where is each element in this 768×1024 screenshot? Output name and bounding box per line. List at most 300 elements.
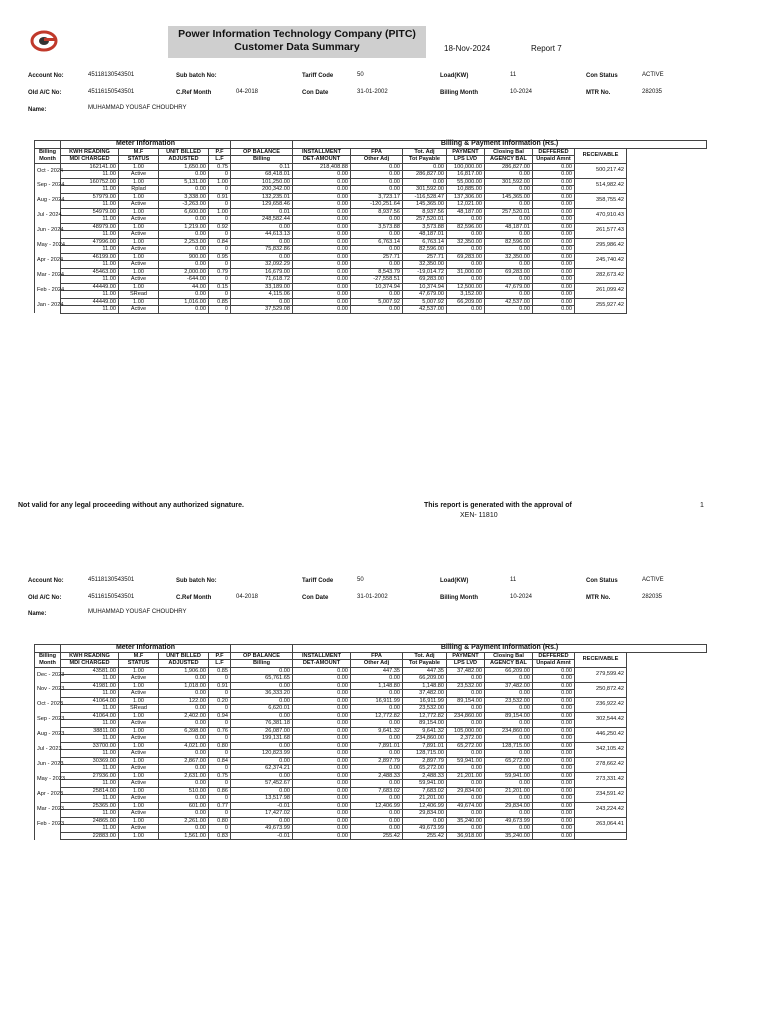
tot-payable-header: Tot Payable [403, 660, 447, 668]
lf-cell: 0 [209, 261, 231, 269]
tot-adj-cell: 12,772.82 [403, 712, 447, 720]
payment-cell: 31,000.00 [447, 268, 485, 276]
mf-cell: 1.00 [119, 757, 159, 765]
report-date: 18-Nov-2024 [444, 44, 491, 53]
deffered-cell: 0.00 [533, 667, 575, 675]
billing-cell: 129,658.46 [231, 201, 293, 209]
tariff-label: Tariff Code [302, 578, 334, 584]
tot-payable-cell: 234,860.00 [403, 735, 447, 743]
agency-bal-cell: 0.00 [485, 675, 533, 683]
mf-cell: 1.00 [119, 238, 159, 246]
unpaid-amnt-cell: 0.00 [533, 291, 575, 299]
unit-billed-cell: 1,219.00 [159, 223, 209, 231]
deffered-header: DEFFERED [533, 148, 575, 156]
op-balance-cell: 0.00 [231, 757, 293, 765]
tariff-value: 50 [357, 72, 364, 78]
mdi-charged-cell: 11.00 [61, 306, 119, 314]
load-value: 11 [510, 577, 517, 583]
cref-value: 04-2018 [236, 89, 259, 95]
billing-month-cell: Feb - 2023 [35, 817, 61, 832]
payment-cell: 49,674.00 [447, 802, 485, 810]
company-name: Power Information Technology Company (PITC) [178, 28, 416, 40]
tot-payable-cell: 128,715.00 [403, 750, 447, 758]
billing-month-cell [35, 832, 61, 840]
det-amount-cell: 0.00 [293, 231, 351, 239]
billing-cell: 76,381.18 [231, 720, 293, 728]
pf-cell: 0.84 [209, 757, 231, 765]
receivable-cell: 295,986.42 [575, 238, 627, 253]
closing-bal-cell: 23,532.00 [485, 697, 533, 705]
billing-month-cell: Jan - 2024 [35, 298, 61, 313]
billing-header: Billing [231, 660, 293, 668]
deffered-cell: 0.00 [533, 208, 575, 216]
installment-cell: 0.00 [293, 772, 351, 780]
unpaid-amnt-cell: 0.00 [533, 231, 575, 239]
installment-cell: 0.00 [293, 178, 351, 186]
billing-cell: 13,517.98 [231, 795, 293, 803]
mdi-charged-cell: 11.00 [61, 765, 119, 773]
installment-cell: 0.00 [293, 268, 351, 276]
receivable-cell: 245,740.42 [575, 253, 627, 268]
status-cell: Active [119, 171, 159, 179]
header-blank [231, 141, 293, 149]
billing-header: Billing [231, 156, 293, 164]
billing-month-cell: Apr - 2023 [35, 787, 61, 802]
unit-billed-cell: 1,016.00 [159, 298, 209, 306]
mf-cell: 1.00 [119, 772, 159, 780]
tot-payable-cell: 42,537.00 [403, 306, 447, 314]
det-amount-cell: 0.00 [293, 276, 351, 284]
op-balance-cell: 101,250.00 [231, 178, 293, 186]
pf-cell: 0.85 [209, 298, 231, 306]
mf-cell: 1.00 [119, 208, 159, 216]
det-amount-cell: 0.00 [293, 261, 351, 269]
page-number: 1 [700, 502, 704, 509]
installment-cell: 0.00 [293, 832, 351, 840]
agency-bal-cell: 0.00 [485, 825, 533, 833]
pf-cell: 0.80 [209, 817, 231, 825]
pf-cell: 0.20 [209, 697, 231, 705]
status-cell: Active [119, 765, 159, 773]
billing-month-value: 10-2024 [510, 89, 533, 95]
closing-bal-cell: 286,827.00 [485, 163, 533, 171]
lps-lvd-cell: 0.00 [447, 675, 485, 683]
payment-cell: 89,154.00 [447, 697, 485, 705]
lf-cell: 0 [209, 780, 231, 788]
table-row [35, 238, 707, 246]
det-amount-cell: 0.00 [293, 201, 351, 209]
lps-lvd-header: LPS LVD [447, 660, 485, 668]
closing-bal-cell: 257,520.01 [485, 208, 533, 216]
installment-cell: 0.00 [293, 298, 351, 306]
payment-cell: 105,000.00 [447, 727, 485, 735]
unpaid-amnt-cell: 0.00 [533, 276, 575, 284]
other-adj-cell: 0.00 [351, 705, 403, 713]
agency-bal-cell: 0.00 [485, 705, 533, 713]
table-header-row [35, 141, 707, 149]
unit-billed-cell: 900.00 [159, 253, 209, 261]
mdi-charged-header: MDI CHARGED [61, 660, 119, 668]
adjusted-cell: 0.00 [159, 216, 209, 224]
unpaid-amnt-cell: 0.00 [533, 780, 575, 788]
report-number: Report 7 [531, 44, 562, 53]
agency-bal-cell: 0.00 [485, 201, 533, 209]
deffered-cell: 0.00 [533, 283, 575, 291]
det-amount-cell: 0.00 [293, 795, 351, 803]
table-row [35, 298, 707, 306]
det-amount-cell: 0.00 [293, 825, 351, 833]
lf-cell: 0 [209, 291, 231, 299]
mf-header: M.F [119, 652, 159, 660]
lps-lvd-cell: 0.00 [447, 720, 485, 728]
op-balance-cell: 0.00 [231, 682, 293, 690]
op-balance-cell: -0.01 [231, 832, 293, 840]
receivable-cell: 470,910.43 [575, 208, 627, 223]
fpa-header: FPA [351, 148, 403, 156]
installment-cell: 0.00 [293, 697, 351, 705]
tot-adj-cell: 0.00 [403, 178, 447, 186]
kwh-reading-cell: 54979.00 [61, 208, 119, 216]
status-cell: Rplad [119, 186, 159, 194]
billing-cell: 36,333.20 [231, 690, 293, 698]
tot-payable-cell: 286,827.00 [403, 171, 447, 179]
mf-cell: 1.00 [119, 223, 159, 231]
billing-cell: 75,832.86 [231, 246, 293, 254]
status-cell: Active [119, 720, 159, 728]
payment-cell: 234,860.00 [447, 712, 485, 720]
other-adj-cell: 0.00 [351, 171, 403, 179]
tot-adj-header: Tot. Adj [403, 148, 447, 156]
con-status-value: ACTIVE [642, 72, 664, 78]
pf-header: P.F [209, 148, 231, 156]
receivable-cell: 243,224.42 [575, 802, 627, 817]
closing-bal-cell: 37,482.00 [485, 682, 533, 690]
status-header: STATUS [119, 660, 159, 668]
op-balance-cell: 0.00 [231, 253, 293, 261]
op-balance-cell: 0.00 [231, 697, 293, 705]
tariff-label: Tariff Code [302, 73, 334, 79]
kwh-reading-cell: 44449.00 [61, 283, 119, 291]
unpaid-amnt-cell: 0.00 [533, 201, 575, 209]
pf-cell: 0.76 [209, 727, 231, 735]
table-row [35, 223, 707, 231]
adjusted-cell: 0.00 [159, 825, 209, 833]
lps-lvd-cell: 12,021.00 [447, 201, 485, 209]
agency-bal-cell: 0.00 [485, 261, 533, 269]
billing-month-cell: May - 2023 [35, 772, 61, 787]
kwh-reading-cell: 38811.00 [61, 727, 119, 735]
adjusted-cell: 0.00 [159, 231, 209, 239]
tot-adj-cell: 1,148.80 [403, 682, 447, 690]
table-row [35, 193, 707, 201]
receivable-cell: 342,105.42 [575, 742, 627, 757]
unpaid-amnt-cell: 0.00 [533, 810, 575, 818]
det-amount-cell: 0.00 [293, 720, 351, 728]
unpaid-amnt-cell: 0.00 [533, 261, 575, 269]
adjusted-cell: -3,263.00 [159, 201, 209, 209]
deffered-cell: 0.00 [533, 223, 575, 231]
closing-bal-cell: 69,283.00 [485, 268, 533, 276]
mdi-charged-cell: 11.00 [61, 276, 119, 284]
billing-month-cell: Aug - 2024 [35, 193, 61, 208]
payment-cell: 55,000.00 [447, 178, 485, 186]
billing-month-cell: Sep - 2023 [35, 712, 61, 727]
table-header-row [35, 148, 707, 156]
det-amount-header: DET-AMOUNT [293, 660, 351, 668]
installment-cell: 0.00 [293, 727, 351, 735]
payment-cell: 37,482.00 [447, 667, 485, 675]
tot-adj-cell: 12,406.99 [403, 802, 447, 810]
receivable-cell: 261,577.43 [575, 223, 627, 238]
payment-cell: 137,306.00 [447, 193, 485, 201]
fpa-cell: 0.00 [351, 817, 403, 825]
deffered-cell: 0.00 [533, 727, 575, 735]
fpa-cell: 10,374.94 [351, 283, 403, 291]
other-adj-cell: 0.00 [351, 690, 403, 698]
tot-payable-cell: 21,201.00 [403, 795, 447, 803]
deffered-cell: 0.00 [533, 742, 575, 750]
closing-bal-cell: 145,365.00 [485, 193, 533, 201]
op-balance-cell: 0.11 [231, 163, 293, 171]
tot-payable-cell: 47,679.00 [403, 291, 447, 299]
unit-billed-cell: 5,131.00 [159, 178, 209, 186]
mdi-charged-cell: 11.00 [61, 261, 119, 269]
table-row [35, 208, 707, 216]
con-status-value: ACTIVE [642, 577, 664, 583]
payment-cell: 66,209.00 [447, 298, 485, 306]
receivable-cell: 500,217.42 [575, 163, 627, 178]
deffered-cell: 0.00 [533, 238, 575, 246]
closing-bal-cell: 301,592.00 [485, 178, 533, 186]
unit-billed-cell: 3,338.00 [159, 193, 209, 201]
kwh-reading-cell: 45463.00 [61, 268, 119, 276]
kwh-reading-header: KWH READING [61, 652, 119, 660]
pf-header: P.F [209, 652, 231, 660]
installment-header: INSTALLMENT [293, 652, 351, 660]
tot-payable-cell: 89,154.00 [403, 720, 447, 728]
kwh-reading-cell: 41064.00 [61, 712, 119, 720]
lps-lvd-cell: 0.00 [447, 705, 485, 713]
header-blank [231, 645, 293, 653]
billing-cell: 200,342.00 [231, 186, 293, 194]
mdi-charged-cell: 11.00 [61, 750, 119, 758]
lps-lvd-cell: 3,152.00 [447, 291, 485, 299]
other-adj-cell: 0.00 [351, 216, 403, 224]
lf-cell: 0 [209, 795, 231, 803]
status-cell: Active [119, 276, 159, 284]
agency-bal-cell: 0.00 [485, 690, 533, 698]
name-label: Name: [28, 107, 47, 113]
billing-month-label: Billing Month [440, 90, 478, 96]
agency-bal-cell: 0.00 [485, 765, 533, 773]
header-blank [35, 645, 61, 653]
receivable-cell [575, 832, 627, 840]
lf-cell: 0 [209, 810, 231, 818]
tot-payable-cell: 29,834.00 [403, 810, 447, 818]
mdi-charged-cell: 11.00 [61, 795, 119, 803]
receivable-cell: 446,250.42 [575, 727, 627, 742]
adjusted-cell: 0.00 [159, 705, 209, 713]
op-balance-cell: -0.01 [231, 802, 293, 810]
legal-note: Not valid for any legal proceeding without any authorized signature. [18, 502, 244, 509]
fpa-cell: 8,543.79 [351, 268, 403, 276]
agency-bal-cell: 0.00 [485, 780, 533, 788]
table-row [35, 787, 707, 795]
table-row [35, 832, 707, 840]
payment-cell: 100,000.00 [447, 163, 485, 171]
lps-lvd-header: LPS LVD [447, 156, 485, 164]
billing-cell: 6,620.01 [231, 705, 293, 713]
closing-bal-cell: 89,154.00 [485, 712, 533, 720]
pf-cell: 0.85 [209, 667, 231, 675]
tot-payable-cell: 145,365.00 [403, 201, 447, 209]
billing-month-cell: Mar - 2024 [35, 268, 61, 283]
op-balance-cell: 0.00 [231, 667, 293, 675]
table-row [35, 697, 707, 705]
lf-cell: 0 [209, 825, 231, 833]
billing-info-header: Billing & Payment Information (Rs.) [293, 645, 707, 653]
mdi-charged-cell: 11.00 [61, 720, 119, 728]
kwh-reading-cell: 57979.00 [61, 193, 119, 201]
mdi-charged-cell: 11.00 [61, 231, 119, 239]
lps-lvd-cell: 16,817.00 [447, 171, 485, 179]
billing-month-header: Billing Month [35, 148, 61, 163]
tariff-value: 50 [357, 577, 364, 583]
status-cell: Active [119, 216, 159, 224]
unit-billed-cell: 6,398.00 [159, 727, 209, 735]
mtr-label: MTR No. [586, 595, 611, 601]
load-label: Load(KW) [440, 73, 469, 79]
unit-billed-cell: 1,018.00 [159, 682, 209, 690]
other-adj-cell: 0.00 [351, 291, 403, 299]
billing-month-header: Billing Month [35, 652, 61, 667]
pf-cell: 0.15 [209, 283, 231, 291]
other-adj-cell: 0.00 [351, 810, 403, 818]
status-cell: Active [119, 675, 159, 683]
unit-billed-cell: 4,021.00 [159, 742, 209, 750]
tot-payable-cell: 301,592.00 [403, 186, 447, 194]
cref-label: C.Ref Month [176, 595, 212, 601]
deffered-cell: 0.00 [533, 757, 575, 765]
lf-cell: 0 [209, 735, 231, 743]
fpa-cell: 12,772.82 [351, 712, 403, 720]
cref-label: C.Ref Month [176, 90, 212, 96]
other-adj-cell: 0.00 [351, 246, 403, 254]
table-row [35, 802, 707, 810]
status-cell: Active [119, 825, 159, 833]
payment-cell: 59,941.00 [447, 757, 485, 765]
lf-cell: 0 [209, 201, 231, 209]
other-adj-header: Other Adj [351, 660, 403, 668]
table-row [35, 178, 707, 186]
mdi-charged-cell: 11.00 [61, 735, 119, 743]
deffered-cell: 0.00 [533, 268, 575, 276]
op-balance-cell: 0.00 [231, 298, 293, 306]
tot-payable-cell: 59,941.00 [403, 780, 447, 788]
adjusted-cell: 0.00 [159, 735, 209, 743]
op-balance-cell: 16,679.00 [231, 268, 293, 276]
other-adj-cell: 0.00 [351, 795, 403, 803]
lps-lvd-cell: 0.00 [447, 231, 485, 239]
receivable-cell: 279,599.42 [575, 667, 627, 682]
table-row [35, 727, 707, 735]
status-cell: Active [119, 246, 159, 254]
meter-info-header: Meter Information [61, 141, 231, 149]
unit-billed-cell: 601.00 [159, 802, 209, 810]
tot-payable-cell: 69,283.00 [403, 276, 447, 284]
closing-bal-cell: 82,596.00 [485, 238, 533, 246]
old-ac-label: Old A/C No: [28, 595, 62, 601]
table-row [35, 253, 707, 261]
mf-cell: 1.00 [119, 697, 159, 705]
fpa-cell: 0.00 [351, 163, 403, 171]
op-balance-cell: 0.00 [231, 787, 293, 795]
fpa-cell: 8,937.56 [351, 208, 403, 216]
adjusted-header: ADJUSTED [159, 156, 209, 164]
kwh-reading-cell: 30369.00 [61, 757, 119, 765]
op-balance-cell: 0.00 [231, 817, 293, 825]
status-cell: Active [119, 201, 159, 209]
receivable-cell: 261,099.42 [575, 283, 627, 298]
deffered-cell: 0.00 [533, 253, 575, 261]
sub-batch-label: Sub batch No: [176, 578, 217, 584]
con-date-label: Con Date [302, 595, 329, 601]
receivable-cell: 236,922.42 [575, 697, 627, 712]
pf-cell: 0.80 [209, 742, 231, 750]
agency-bal-cell: 0.00 [485, 276, 533, 284]
con-status-label: Con Status [586, 73, 618, 79]
unpaid-amnt-cell: 0.00 [533, 171, 575, 179]
tot-adj-cell: -19,014.72 [403, 268, 447, 276]
kwh-reading-cell: 43581.00 [61, 667, 119, 675]
unit-billed-cell: 2,261.00 [159, 817, 209, 825]
billing-month-cell: Jul - 2024 [35, 208, 61, 223]
billing-cell: 68,418.01 [231, 171, 293, 179]
billing-cell: 4,115.06 [231, 291, 293, 299]
payment-cell: 36,918.00 [447, 832, 485, 840]
closing-bal-cell: 66,209.00 [485, 667, 533, 675]
mdi-charged-cell: 11.00 [61, 705, 119, 713]
lps-lvd-cell: 0.00 [447, 765, 485, 773]
mtr-value: 282035 [642, 594, 663, 600]
receivable-cell: 263,064.41 [575, 817, 627, 832]
op-balance-cell: 33,189.00 [231, 283, 293, 291]
billing-month-cell: Apr - 2024 [35, 253, 61, 268]
installment-cell: 0.00 [293, 817, 351, 825]
unit-billed-cell: 2,402.00 [159, 712, 209, 720]
unit-billed-cell: 2,867.00 [159, 757, 209, 765]
unpaid-amnt-cell: 0.00 [533, 825, 575, 833]
table-row [35, 682, 707, 690]
op-balance-header: OP BALANCE [231, 148, 293, 156]
billing-month-cell: Mar - 2023 [35, 802, 61, 817]
installment-cell: 0.00 [293, 253, 351, 261]
fpa-cell: 2,897.79 [351, 757, 403, 765]
tot-payable-cell: 65,272.00 [403, 765, 447, 773]
unpaid-amnt-cell: 0.00 [533, 216, 575, 224]
fpa-cell: 9,641.32 [351, 727, 403, 735]
lps-lvd-cell: 0.00 [447, 810, 485, 818]
mf-cell: 1.00 [119, 787, 159, 795]
installment-cell: 0.00 [293, 802, 351, 810]
billing-month-cell: Feb - 2024 [35, 283, 61, 298]
mf-cell: 1.00 [119, 268, 159, 276]
kwh-reading-cell: 27936.00 [61, 772, 119, 780]
tot-payable-cell: 32,350.00 [403, 261, 447, 269]
tot-payable-header: Tot Payable [403, 156, 447, 164]
other-adj-header: Other Adj [351, 156, 403, 164]
det-amount-cell: 0.00 [293, 690, 351, 698]
